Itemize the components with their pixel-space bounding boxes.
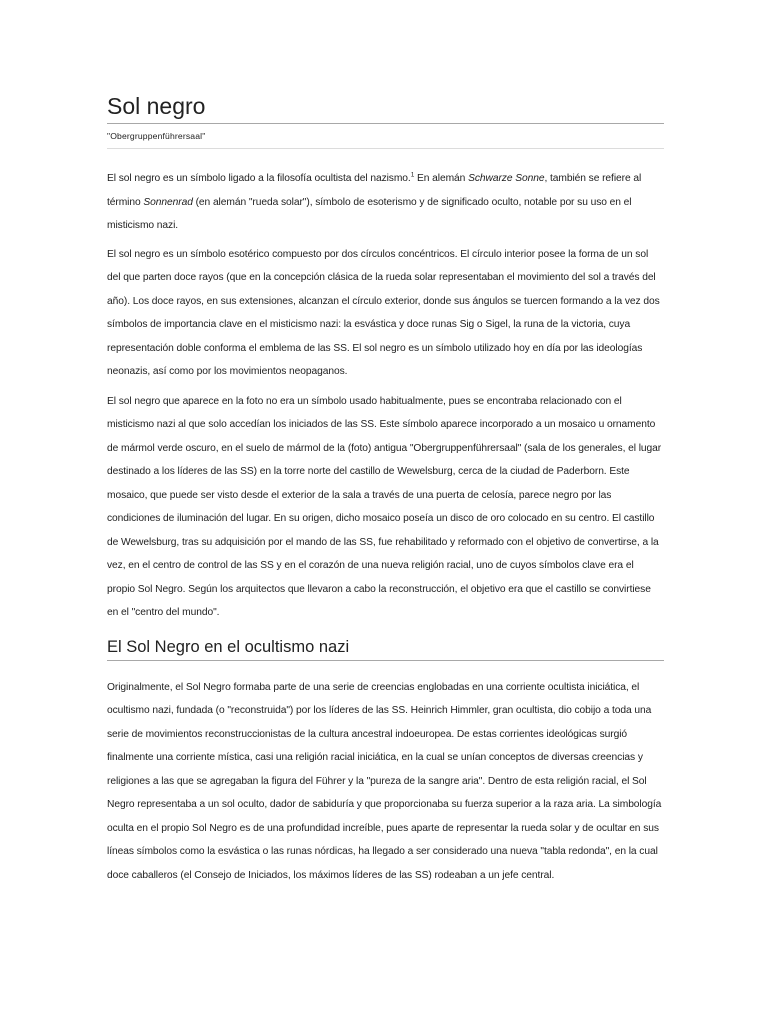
intro-paragraph	[107, 167, 664, 238]
page-title: Sol negro	[107, 92, 664, 124]
term-schwarze-sonne: Schwarze Sonne	[468, 173, 545, 184]
intro-text-a: El sol negro es un símbolo ligado a la filosofía ocultista del nazismo.	[107, 173, 411, 184]
intro-text-b: En alemán	[414, 173, 469, 184]
paragraph-occultism: Originalmente, el Sol Negro formaba parte de una serie de creencias englobadas en una corriente ocultista iniciática, el ocultismo nazi, fundada (o "reconstruida") por los líderes de las SS. Heinrich Himmler, gran ocultista, dio cobijo a toda una serie de movimientos reconstruccionistas de la cultura ancestral indoeuropea. De estas corrientes ideológicas surgió finalmente una corriente mística, casi una religión racial iniciática, en la cual se unían conceptos de diversas creencias y religiones a las que se agregaban la figura del Führer y la "pureza de la sangre aria". Dentro de esta religión racial, el Sol Negro representaba a un sol oculto, dador de sabiduría y que proporcionaba su fuerza superior a la raza aria. La simbología oculta en el propio Sol Negro es de una profundidad increíble, pues aparte de representar la rueda solar y de ocultar en sus líneas símbolos como la esvástica o las runas nórdicas, ha llegado a ser considerado una nueva "tabla redonda", en la cual doce caballeros (el Consejo de Iniciados, los máximos líderes de las SS) rodeaban a un jefe central.	[107, 681, 662, 881]
paragraph-wewelsburg: El sol negro que aparece en la foto no era un símbolo usado habitualmente, pues se encontraba relacionado con el misticismo nazi al que solo accedían los iniciados de las SS. Este símbolo aparece incorporado a un mosaico u ornamento de mármol verde oscuro, en el suelo de mármol de la (foto) antigua "Obergruppenführersaal" (sala de los generales, el lugar destinado a los líderes de las SS) en la torre norte del castillo de Wewelsburg, cerca de la ciudad de Paderborn. Este mosaico, que puede ser visto desde el exterior de la sala a través de una puerta de celosía, parece negro por las condiciones de iluminación del lugar. En su origen, dicho mosaico poseía un disco de oro colocado en su centro. El castillo de Wewelsburg, tras su adquisición por el mando de las SS, fue rehabilitado y reformado con el objetivo de convertirse, a la vez, en el centro de control de las SS y en el corazón de una nueva religión racial, uno de cuyos símbolos clave era el propio Sol Negro. Según los arquitectos que llevaron a cabo la reconstrucción, el objetivo era que el castillo se convirtiese en el "centro del mundo".	[107, 395, 662, 618]
section-heading: El Sol Negro en el ocultismo nazi	[107, 635, 664, 661]
footnote-reference[interactable]: 1	[410, 171, 415, 179]
intro-text-d: (en alemán "rueda solar"), símbolo de esoterismo y de significado oculto, notable por su uso en el misticismo nazi.	[107, 196, 632, 231]
term-sonnenrad: Sonnenrad	[143, 196, 193, 208]
page-subtitle: "Obergruppenführersaal"	[107, 130, 664, 149]
document-page	[107, 92, 664, 887]
intro-text-c: , también se refiere al término	[107, 173, 642, 208]
paragraph-symbol-description: El sol negro es un símbolo esotérico compuesto por dos círculos concéntricos. El círculo interior posee la forma de un sol del que parten doce rayos (que en la concepción clásica de la rueda solar representaban el movimiento del sol a través del año). Los doce rayos, en sus extensiones, alcanzan el círculo exterior, donde sus ángulos se tuercen formando a la vez dos símbolos de importancia clave en el misticismo nazi: la esvástica y doce runas Sig o Sigel, la runa de la victoria, cuya representación doble conforma el emblema de las SS. El sol negro es un símbolo utilizado hoy en día por las ideologías neonazis, así como por los movimientos neopaganos.	[107, 248, 660, 377]
